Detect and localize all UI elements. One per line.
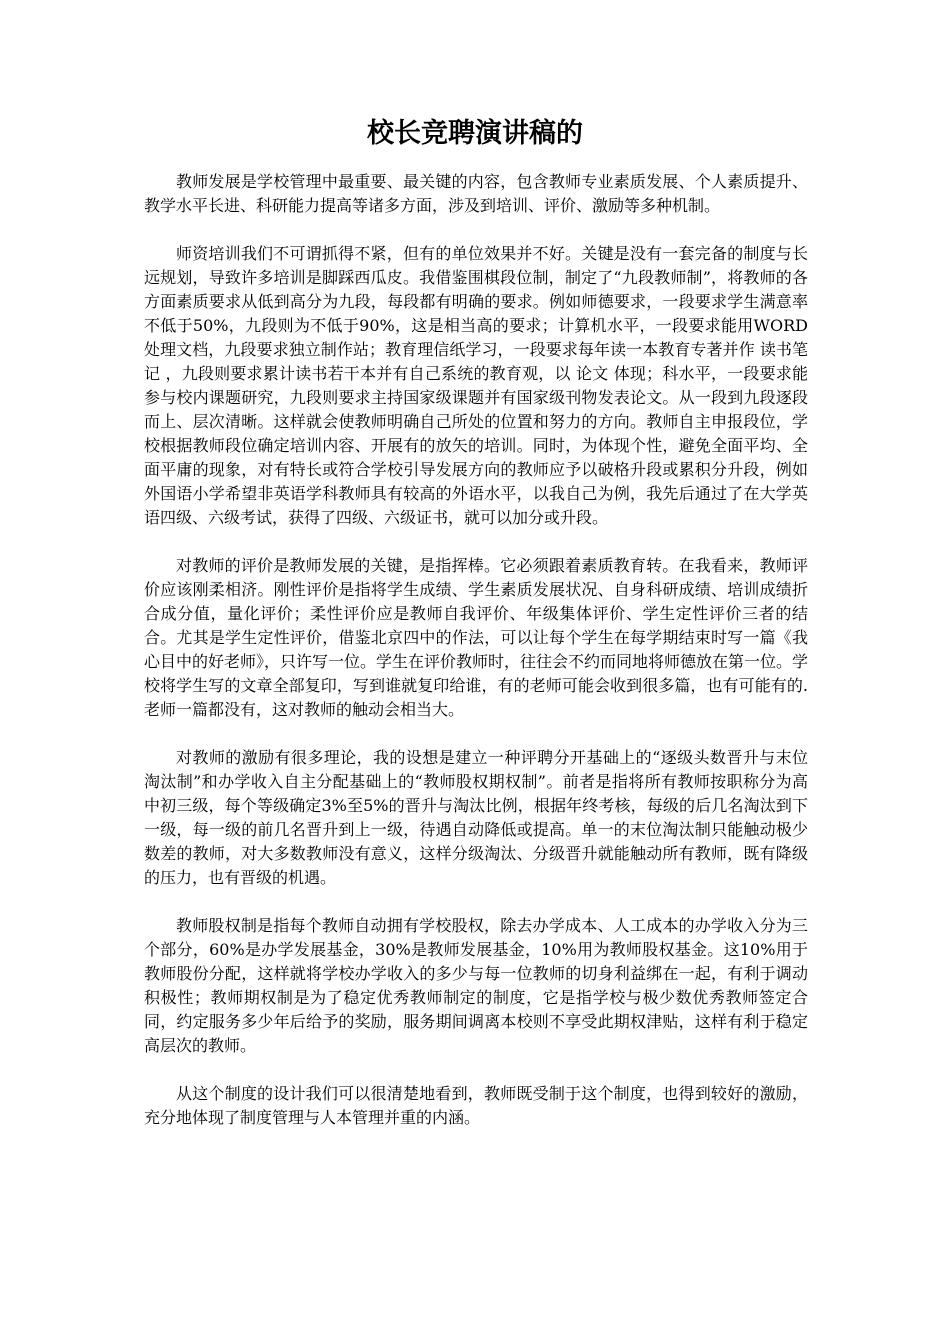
paragraph-intro: 教师发展是学校管理中最重要、最关键的内容，包含教师专业素质发展、个人素质提升、教学水平长进、科研能力提高等诸多方面，涉及到培训、评价、激励等多种机制。 [144, 172, 808, 215]
paragraph-incentive: 对教师的激励有很多理论，我的设想是建立一种评聘分开基础上的“逐级头数晋升与末位淘汰制”和办学收入自主分配基础上的“教师股权期权制”。前者是指将所有教师按职称分为高中初三级，每个等级确定3%至5%的晋升与淘汰比例，根据年终考核，每级的后几名淘汰到下一级，每一级的前几名晋升到上一级，待遇自动降低或提高。单一的末位淘汰制只能触动极少数差的教师，对大多数教师没有意义，这样分级淘汰、分级晋升就能触动所有教师，既有降级的压力，也有晋级的机遇。 [144, 748, 808, 887]
paragraph-evaluation: 对教师的评价是教师发展的关键，是指挥棒。它必须跟着素质教育转。在我看来，教师评价应该刚柔相济。刚性评价是指将学生成绩、学生素质发展状况、自身科研成绩、培训成绩折合成分值，量化评价；柔性评价应是教师自我评价、年级集体评价、学生定性评价三者的结合。尤其是学生定性评价，借鉴北京四中的作法，可以让每个学生在每学期结束时写一篇《我心目中的好老师》，只许写一位。学生在评价教师时，往往会不约而同地将师德放在第一位。学校将学生写的文章全部复印，写到谁就复印给谁，有的老师可能会收到很多篇，也有可能有的.老师一篇都没有，这对教师的触动会相当大。 [144, 556, 809, 719]
document-body [144, 170, 808, 1154]
paragraph-training: 师资培训我们不可谓抓得不紧，但有的单位效果并不好。关键是没有一套完备的制度与长远规划，导致许多培训是脚踩西瓜皮。我借鉴围棋段位制，制定了“九段教师制”，将教师的各方面素质要求从低到高分为九段，每段都有明确的要求。例如师德要求，一段要求学生满意率不低于50%，九段则为不低于90%，这是相当高的要求；计算机水平，一段要求能用WORD处理文档，九段要求独立制作站；教育理信纸学习，一段要求每年读一本教育专著并作 读书笔记 ，九段则要求累计读书若干本并有自己系统的教育观，以 论文 体现；科水平，一段要求能参与校内课题研究，九段则要求主持国家级课题并有国家级刊物发表论文。从一段到九段逐段而上、层次清晰。这样就会使教师明确自己所处的位置和努力的方向。教师自主申报段位，学校根据教师段位确定培训内容、开展有的放矢的培训。同时，为体现个性，避免全面平均、全面平庸的现象，对有特长或符合学校引导发展方向的教师应予以破格升段或累积分升段，例如外国语小学希望非英语学科教师具有较高的外语水平，以我自己为例，我先后通过了在大学英语四级、六级考试，获得了四级、六级证书，就可以加分或升段。 [144, 244, 808, 527]
paragraph-equity: 教师股权制是指每个教师自动拥有学校股权，除去办学成本、人工成本的办学收入分为三个部分，60%是办学发展基金，30%是教师发展基金，10%用为教师股权基金。这10%用于教师股份分配，这样就将学校办学收入的多少与每一位教师的切身利益绑在一起，有利于调动积极性；教师期权制是为了稳定优秀教师制定的制度，它是指学校与极少数优秀教师签定合同，约定服务多少年后给予的奖励，服务期间调离本校则不享受此期权津贴，这样有利于稳定高层次的教师。 [144, 916, 808, 1055]
document-title: 校长竞聘演讲稿的 [367, 118, 583, 149]
paragraph-conclusion: 从这个制度的设计我们可以很清楚地看到，教师既受制于这个制度，也得到较好的激励，充分地体现了制度管理与人本管理并重的内涵。 [144, 1084, 808, 1127]
